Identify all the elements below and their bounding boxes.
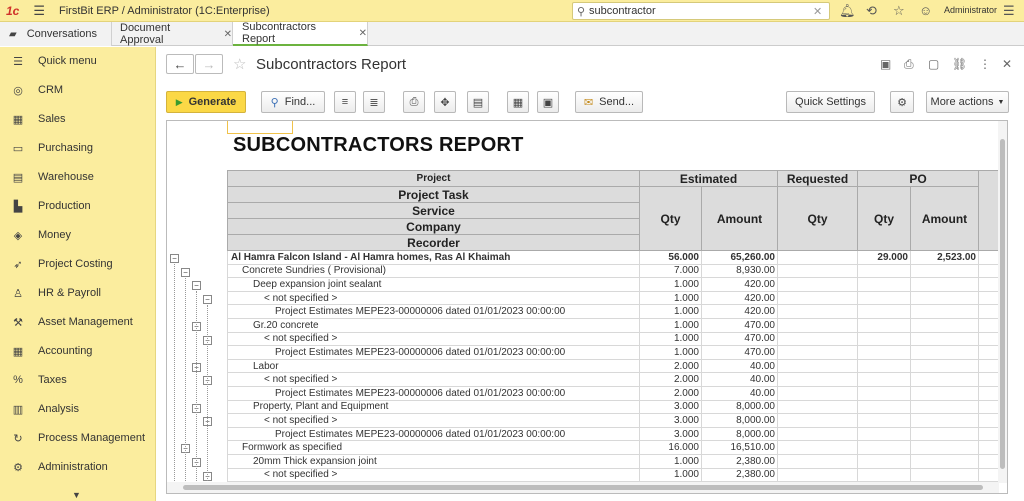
cell-label: 20mm Thick expansion joint	[228, 454, 640, 468]
cell-po-qty	[858, 441, 911, 455]
cell-req-qty	[778, 305, 858, 319]
cell-est-amount: 420.00	[702, 278, 778, 292]
cell-cursor	[227, 121, 293, 134]
cell-est-amount: 8,930.00	[702, 264, 778, 278]
sidebar-item-label: CRM	[38, 84, 64, 96]
cell-extra	[979, 332, 999, 346]
cell-est-amount: 2,380.00	[702, 468, 778, 482]
tab-document-approval[interactable]	[112, 22, 233, 46]
cell-req-qty	[778, 251, 858, 265]
cell-extra	[979, 305, 999, 319]
table-row[interactable]	[228, 454, 999, 468]
send-button[interactable]	[575, 91, 643, 113]
table-row[interactable]	[228, 468, 999, 482]
header-est-amount: Amount	[702, 187, 778, 251]
tree-toggle[interactable]: −	[170, 254, 179, 263]
cell-label: Al Hamra Falcon Island - Al Hamra homes, Ras Al Khaimah	[228, 251, 640, 265]
main-content	[157, 47, 1024, 501]
cell-est-qty: 3.000	[640, 414, 702, 428]
report-title: SUBCONTRACTORS REPORT	[233, 134, 524, 156]
quick-settings-label: Quick Settings	[795, 96, 866, 108]
cell-po-amount	[911, 346, 979, 360]
cell-po-qty	[858, 332, 911, 346]
cell-po-amount	[911, 427, 979, 441]
table-row[interactable]	[228, 278, 999, 292]
more-actions-button[interactable]	[926, 91, 1009, 113]
more-vertical-icon[interactable]: ⋮	[979, 57, 991, 71]
vertical-scrollbar[interactable]	[998, 121, 1007, 483]
cell-extra	[979, 468, 999, 482]
cell-est-qty: 3.000	[640, 400, 702, 414]
link-icon[interactable]: ⛓	[952, 57, 968, 71]
tree-toggle[interactable]: −	[181, 444, 190, 453]
sidebar-item-money[interactable]	[0, 221, 156, 249]
tree-toggle[interactable]: −	[203, 472, 212, 481]
play-icon: ▶	[175, 96, 183, 107]
cell-po-qty	[858, 359, 911, 373]
table-settings-icon: ▦	[512, 96, 524, 109]
sidebar-item-accounting[interactable]	[0, 337, 156, 365]
cell-label: Deep expansion joint sealant	[228, 278, 640, 292]
cell-req-qty	[778, 346, 858, 360]
save-icon[interactable]: ▣	[880, 57, 892, 71]
sidebar-item-analysis[interactable]	[0, 395, 156, 423]
cell-label: Project Estimates MEPE23-00000006 dated 01/01/2023 00:00:00	[228, 346, 640, 360]
header-po-qty: Qty	[858, 187, 911, 251]
header-estimated: Estimated	[640, 171, 778, 187]
cell-req-qty	[778, 373, 858, 387]
cell-est-qty: 1.000	[640, 468, 702, 482]
sidebar-item-asset-management[interactable]	[0, 308, 156, 336]
cell-po-qty	[858, 427, 911, 441]
cell-est-amount: 420.00	[702, 305, 778, 319]
cell-label: Property, Plant and Equipment	[228, 400, 640, 414]
save-icon: ▣	[542, 96, 554, 109]
report-settings-button[interactable]	[890, 91, 914, 113]
table-row[interactable]	[228, 318, 999, 332]
cell-est-amount: 16,510.00	[702, 441, 778, 455]
cell-po-amount	[911, 454, 979, 468]
cell-label: Project Estimates MEPE23-00000006 dated 01/01/2023 00:00:00	[228, 386, 640, 400]
cell-est-qty: 1.000	[640, 454, 702, 468]
table-row[interactable]	[228, 386, 999, 400]
table-row[interactable]	[228, 305, 999, 319]
cell-est-qty: 1.000	[640, 332, 702, 346]
tree-toggle[interactable]: −	[192, 458, 201, 467]
tree-toggle[interactable]: −	[192, 281, 201, 290]
sidebar-item-purchasing[interactable]	[0, 134, 156, 162]
chat-icon: ▰	[9, 28, 17, 40]
cell-po-qty	[858, 414, 911, 428]
cell-est-qty: 1.000	[640, 346, 702, 360]
cell-po-amount	[911, 332, 979, 346]
user-icon[interactable]: ☺	[919, 3, 933, 18]
sidebar-item-project-costing[interactable]	[0, 250, 156, 278]
cell-po-qty	[858, 318, 911, 332]
cell-label: Concrete Sundries ( Provisional)	[228, 264, 640, 278]
cell-est-qty: 7.000	[640, 264, 702, 278]
sidebar-item-label: Sales	[38, 113, 66, 125]
sidebar-item-hr-payroll[interactable]	[0, 279, 156, 307]
cell-est-qty: 2.000	[640, 373, 702, 387]
history-icon[interactable]: ⟲	[866, 3, 877, 18]
cell-po-qty	[858, 278, 911, 292]
gear-icon: ⚙	[897, 96, 907, 109]
warehouse-icon: ▤	[12, 171, 24, 184]
cell-est-amount: 420.00	[702, 291, 778, 305]
main-menu-icon[interactable]: ☰	[33, 2, 46, 18]
cell-extra	[979, 318, 999, 332]
cell-po-amount	[911, 359, 979, 373]
find-button[interactable]	[261, 91, 325, 113]
search-icon: ⚲	[576, 5, 586, 18]
sidebar-item-process-management[interactable]	[0, 424, 156, 452]
cell-extra	[979, 386, 999, 400]
printer-icon: ⎙	[409, 95, 419, 108]
cell-extra	[979, 359, 999, 373]
sidebar-item-label: Warehouse	[38, 171, 94, 183]
collapse-groups-button[interactable]	[334, 91, 356, 113]
cell-label: Formwork as specified	[228, 441, 640, 455]
cell-label: Project Estimates MEPE23-00000006 dated 01/01/2023 00:00:00	[228, 305, 640, 319]
cell-po-qty	[858, 291, 911, 305]
cell-extra	[979, 251, 999, 265]
find-label: Find...	[284, 96, 316, 108]
bell-icon[interactable]: 🔔︎	[839, 3, 856, 18]
cell-label: < not specified >	[228, 468, 640, 482]
cell-extra	[979, 291, 999, 305]
cell-po-qty	[858, 264, 911, 278]
horizontal-scrollbar[interactable]	[167, 482, 999, 493]
table-row[interactable]	[228, 414, 999, 428]
sidebar-item-warehouse[interactable]	[0, 163, 156, 191]
print-preview-icon: ▤	[472, 96, 484, 109]
cell-est-qty: 16.000	[640, 441, 702, 455]
cell-po-qty	[858, 346, 911, 360]
tree-line	[185, 278, 186, 482]
cell-extra	[979, 427, 999, 441]
sidebar-item-quick-menu[interactable]	[0, 47, 156, 75]
tree-toggle[interactable]: −	[192, 404, 201, 413]
print-button[interactable]	[403, 91, 425, 113]
print-icon[interactable]: ⎙	[904, 57, 914, 71]
header-requested: Requested	[778, 171, 858, 187]
table-row[interactable]	[228, 264, 999, 278]
gear-icon: ⚙	[13, 461, 23, 474]
quick-settings-button[interactable]	[786, 91, 875, 113]
cell-req-qty	[778, 386, 858, 400]
cell-po-amount	[911, 373, 979, 387]
cell-po-qty	[858, 386, 911, 400]
bar-chart-icon: ▥	[12, 403, 24, 416]
close-icon[interactable]: ✕	[358, 27, 367, 39]
header-extra	[979, 171, 999, 251]
percent-icon: %	[13, 374, 23, 386]
table-row[interactable]	[228, 251, 999, 265]
table-row[interactable]	[228, 332, 999, 346]
cell-extra	[979, 278, 999, 292]
table-row[interactable]	[228, 373, 999, 387]
factory-icon: ▙	[13, 200, 23, 213]
cell-extra	[979, 264, 999, 278]
cell-extra	[979, 400, 999, 414]
sidebar-item-label: Quick menu	[38, 55, 97, 67]
header-po-amount: Amount	[911, 187, 979, 251]
sidebar-item-label: Asset Management	[38, 316, 133, 328]
cell-est-amount: 470.00	[702, 332, 778, 346]
expand-groups-button[interactable]	[363, 91, 385, 113]
crm-icon: ◎	[13, 84, 23, 97]
cell-est-amount: 470.00	[702, 318, 778, 332]
menu-icon: ☰	[13, 55, 23, 68]
cell-est-qty: 1.000	[640, 318, 702, 332]
collapse-icon: ≡	[341, 96, 349, 108]
cell-req-qty	[778, 468, 858, 482]
cell-req-qty	[778, 318, 858, 332]
generate-button[interactable]	[166, 91, 246, 113]
sidebar-item-sales[interactable]	[0, 105, 156, 133]
cell-po-qty	[858, 454, 911, 468]
sidebar-item-label: Taxes	[38, 374, 67, 386]
cell-est-amount: 470.00	[702, 346, 778, 360]
tree-toggle[interactable]: −	[203, 376, 212, 385]
send-label: Send...	[599, 96, 635, 108]
header-project: Project	[228, 171, 640, 187]
cell-est-qty: 56.000	[640, 251, 702, 265]
cell-label: Labor	[228, 359, 640, 373]
envelope-icon: ✉	[583, 96, 594, 109]
header-recorder: Recorder	[228, 235, 640, 251]
tree-toggle[interactable]: −	[192, 363, 201, 372]
tab-conversations[interactable]	[0, 22, 112, 46]
cell-po-amount	[911, 400, 979, 414]
tree-toggle[interactable]: −	[181, 268, 190, 277]
cell-po-qty	[858, 305, 911, 319]
header-req-qty: Qty	[778, 187, 858, 251]
cell-po-amount	[911, 264, 979, 278]
sidebar-item-label: Production	[38, 200, 91, 212]
more-actions-label: More actions	[930, 96, 994, 108]
cell-po-qty	[858, 468, 911, 482]
table-row[interactable]	[228, 291, 999, 305]
cell-label: Gr.20 concrete	[228, 318, 640, 332]
move-icon: ✥	[440, 96, 450, 109]
sidebar	[0, 47, 156, 501]
save-report-button[interactable]	[537, 91, 559, 113]
asset-icon: ⚒	[13, 316, 23, 329]
cell-req-qty	[778, 454, 858, 468]
cell-po-amount	[911, 468, 979, 482]
forward-button[interactable]: →	[195, 54, 223, 74]
truck-icon: ▭	[12, 142, 24, 155]
sidebar-item-label: Process Management	[38, 432, 145, 444]
favorite-star-icon[interactable]: ☆	[233, 56, 247, 73]
header-est-qty: Qty	[640, 187, 702, 251]
cell-po-amount	[911, 278, 979, 292]
table-row[interactable]	[228, 359, 999, 373]
back-button[interactable]: ←	[166, 54, 194, 74]
user-name[interactable]: Administrator	[944, 5, 998, 15]
header-po: PO	[858, 171, 979, 187]
cell-est-amount: 40.00	[702, 359, 778, 373]
cell-est-qty: 1.000	[640, 278, 702, 292]
close-icon[interactable]: ✕	[1002, 57, 1013, 71]
cell-req-qty	[778, 291, 858, 305]
table-row[interactable]	[228, 441, 999, 455]
cell-est-qty: 2.000	[640, 386, 702, 400]
cell-po-amount	[911, 414, 979, 428]
cell-est-amount: 40.00	[702, 386, 778, 400]
cell-est-amount: 40.00	[702, 373, 778, 387]
rocket-icon: ➶	[13, 258, 23, 271]
scroll-thumb[interactable]	[1000, 139, 1005, 469]
close-icon[interactable]: ✕	[223, 28, 232, 40]
cell-po-qty	[858, 400, 911, 414]
person-icon: ♙	[13, 287, 23, 300]
clear-search-icon[interactable]: ✕	[813, 5, 823, 18]
cell-label: < not specified >	[228, 373, 640, 387]
sidebar-item-label: Money	[38, 229, 72, 241]
search-input[interactable]	[589, 5, 809, 17]
process-icon: ↻	[13, 432, 23, 445]
search-icon: ⚲	[270, 96, 279, 109]
calculator-icon: ▦	[12, 345, 24, 358]
cell-label: Project Estimates MEPE23-00000006 dated 01/01/2023 00:00:00	[228, 427, 640, 441]
cell-est-amount: 65,260.00	[702, 251, 778, 265]
sidebar-item-label: HR & Payroll	[38, 287, 101, 299]
table-row[interactable]	[228, 400, 999, 414]
tree-line	[196, 291, 197, 481]
cell-est-amount: 8,000.00	[702, 414, 778, 428]
cell-est-qty: 3.000	[640, 427, 702, 441]
report-area[interactable]	[166, 120, 1008, 494]
cell-po-amount	[911, 386, 979, 400]
sidebar-item-label: Purchasing	[38, 142, 94, 154]
tree-line	[174, 264, 175, 481]
tab-label: Document Approval	[120, 22, 171, 46]
cell-req-qty	[778, 427, 858, 441]
sidebar-item-label: Administration	[38, 461, 108, 473]
tree-line	[207, 305, 208, 481]
sales-icon: ▦	[12, 113, 24, 126]
page-title: Subcontractors Report	[256, 56, 407, 73]
money-icon: ◈	[13, 229, 23, 242]
move-button[interactable]	[434, 91, 456, 113]
chevron-down-icon: ▼	[997, 98, 1005, 106]
sidebar-item-production[interactable]	[0, 192, 156, 220]
cell-req-qty	[778, 278, 858, 292]
cell-extra	[979, 454, 999, 468]
cell-extra	[979, 346, 999, 360]
tree-toggle[interactable]: −	[192, 322, 201, 331]
app-logo[interactable]: 1c	[6, 3, 20, 18]
cell-req-qty	[778, 264, 858, 278]
sidebar-item-crm[interactable]	[0, 76, 156, 104]
cell-label: < not specified >	[228, 291, 640, 305]
report-table	[227, 170, 999, 482]
cell-est-amount: 8,000.00	[702, 427, 778, 441]
tree-toggle[interactable]: −	[203, 417, 212, 426]
global-search[interactable]	[572, 2, 830, 20]
sidebar-item-administration[interactable]	[0, 453, 156, 481]
sidebar-item-taxes[interactable]	[0, 366, 156, 394]
cell-label: < not specified >	[228, 332, 640, 346]
sidebar-item-label: Project Costing	[38, 258, 113, 270]
cell-req-qty	[778, 414, 858, 428]
settings-menu-icon[interactable]: ☰	[1003, 3, 1015, 18]
cell-est-amount: 2,380.00	[702, 454, 778, 468]
header-project-task: Project Task	[228, 187, 640, 203]
cell-po-qty	[858, 373, 911, 387]
cell-req-qty	[778, 332, 858, 346]
sidebar-item-label: Accounting	[38, 345, 93, 357]
tab-bar	[0, 22, 1024, 46]
tab-subcontractors-report[interactable]	[233, 22, 368, 46]
sidebar-item-label: Analysis	[38, 403, 79, 415]
cell-extra	[979, 441, 999, 455]
settings-variant-button[interactable]	[507, 91, 529, 113]
cell-req-qty	[778, 400, 858, 414]
table-row[interactable]	[228, 346, 999, 360]
favorites-star-icon[interactable]: ☆	[893, 3, 905, 18]
cell-est-qty: 1.000	[640, 291, 702, 305]
cell-po-amount	[911, 305, 979, 319]
generate-label: Generate	[188, 96, 237, 108]
cell-est-qty: 2.000	[640, 359, 702, 373]
scroll-down-icon[interactable]: ▼	[72, 490, 81, 500]
print-preview-button[interactable]	[467, 91, 489, 113]
header-company: Company	[228, 219, 640, 235]
table-row[interactable]	[228, 427, 999, 441]
tree-toggle[interactable]: −	[203, 295, 212, 304]
cell-po-amount: 2,523.00	[911, 251, 979, 265]
preview-icon[interactable]: ▢	[928, 57, 940, 71]
cell-po-amount	[911, 441, 979, 455]
app-title: FirstBit ERP / Administrator (1C:Enterprise)	[59, 4, 270, 17]
tab-label: Conversations	[26, 28, 98, 40]
header-service: Service	[228, 203, 640, 219]
cell-po-amount	[911, 318, 979, 332]
cell-extra	[979, 373, 999, 387]
tree-toggle[interactable]: −	[203, 336, 212, 345]
top-bar	[0, 0, 1024, 22]
cell-label: < not specified >	[228, 414, 640, 428]
expand-icon: ≣	[369, 96, 379, 109]
tab-label: Subcontractors Report	[242, 21, 316, 45]
scroll-thumb[interactable]	[183, 485, 983, 490]
cell-req-qty	[778, 441, 858, 455]
cell-po-amount	[911, 291, 979, 305]
cell-req-qty	[778, 359, 858, 373]
cell-po-qty: 29.000	[858, 251, 911, 265]
cell-est-amount: 8,000.00	[702, 400, 778, 414]
cell-extra	[979, 414, 999, 428]
cell-est-qty: 1.000	[640, 305, 702, 319]
